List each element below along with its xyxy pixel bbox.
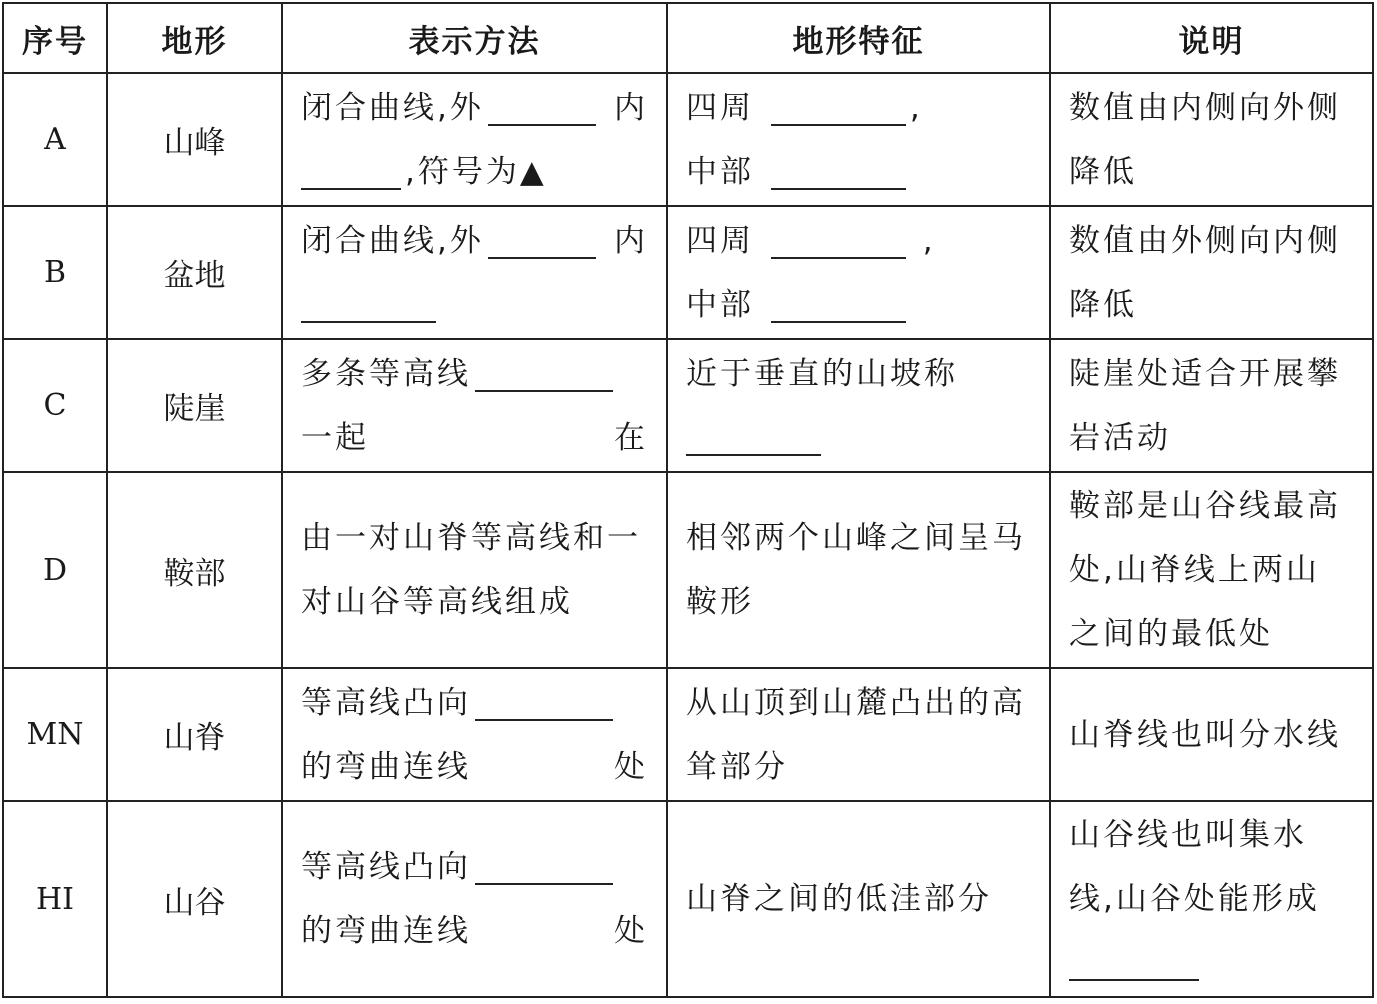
row-method: 闭合曲线,外 内 (282, 206, 667, 339)
row-id: C (3, 339, 107, 472)
header-note: 说明 (1050, 3, 1373, 73)
blank-line (301, 148, 401, 190)
row-note: 数值由外侧向内侧 降低 (1050, 206, 1373, 339)
row-terrain: 山谷 (107, 801, 282, 997)
row-note: 鞍部是山谷线最高 处,山脊线上两山 之间的最低处 (1050, 472, 1373, 668)
table-row (3, 472, 1373, 668)
blank-line (475, 350, 613, 392)
header-row (3, 3, 1373, 73)
table-row (3, 339, 1373, 472)
blank-line (771, 148, 906, 190)
row-feature: 从山顶到山麓凸出的高 耸部分 (667, 668, 1050, 801)
blank-line (488, 84, 596, 126)
row-terrain: 鞍部 (107, 472, 282, 668)
table-row (3, 73, 1373, 206)
row-id: B (3, 206, 107, 339)
row-method: 闭合曲线,外 内 ,符号为▲ (282, 73, 667, 206)
row-terrain: 山脊 (107, 668, 282, 801)
row-method: 等高线凸向 处 的弯曲连线 (282, 801, 667, 997)
row-note: 数值由内侧向外侧 降低 (1050, 73, 1373, 206)
blank-line (771, 217, 906, 259)
row-feature: 近于垂直的山坡称 (667, 339, 1050, 472)
terrain-table (2, 2, 1374, 998)
header-terrain: 地形 (107, 3, 282, 73)
table-row (3, 206, 1373, 339)
header-method: 表示方法 (282, 3, 667, 73)
row-id: A (3, 73, 107, 206)
table-row (3, 801, 1373, 997)
blank-line (475, 679, 613, 721)
blank-line (475, 843, 613, 885)
blank-line (771, 84, 906, 126)
row-terrain: 山峰 (107, 73, 282, 206)
row-note: 山脊线也叫分水线 (1050, 668, 1373, 801)
table-row (3, 668, 1373, 801)
blank-line (1069, 939, 1199, 981)
row-method: 多条等高线 在 一起 (282, 339, 667, 472)
row-feature: 山脊之间的低洼部分 (667, 801, 1050, 997)
row-method: 等高线凸向 处 的弯曲连线 (282, 668, 667, 801)
header-index: 序号 (3, 3, 107, 73)
blank-line (301, 281, 436, 323)
row-note: 陡崖处适合开展攀 岩活动 (1050, 339, 1373, 472)
blank-line (771, 281, 906, 323)
row-id: MN (3, 668, 107, 801)
row-terrain: 陡崖 (107, 339, 282, 472)
row-note: 山谷线也叫集水 线,山谷处能形成 (1050, 801, 1373, 997)
row-feature: 四周 , 中部 (667, 206, 1050, 339)
header-feature: 地形特征 (667, 3, 1050, 73)
row-id: D (3, 472, 107, 668)
row-id: HI (3, 801, 107, 997)
row-feature: 四周 , 中部 (667, 73, 1050, 206)
blank-line (686, 414, 821, 456)
row-terrain: 盆地 (107, 206, 282, 339)
row-method: 由一对山脊等高线和一 对山谷等高线组成 (282, 472, 667, 668)
row-feature: 相邻两个山峰之间呈马 鞍形 (667, 472, 1050, 668)
blank-line (488, 217, 596, 259)
